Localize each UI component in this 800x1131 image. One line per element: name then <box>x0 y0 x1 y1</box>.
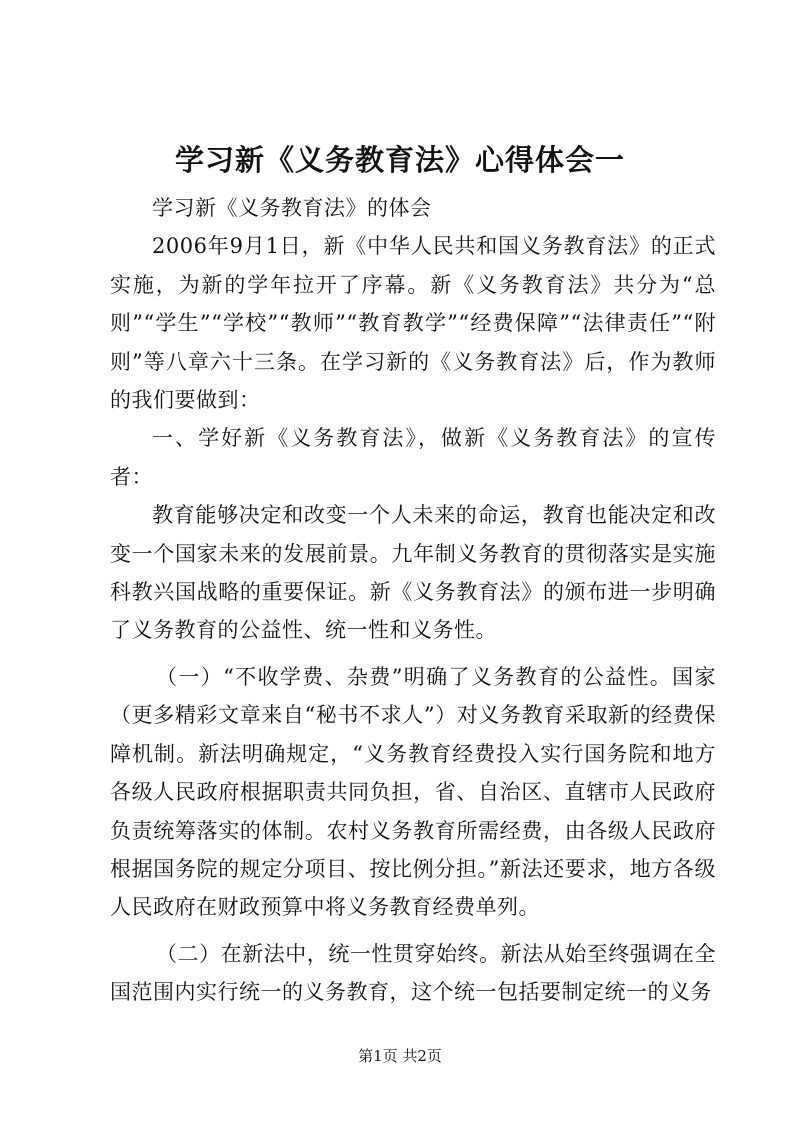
document-subtitle: 学习新《义务教育法》的体会 <box>152 196 432 220</box>
document-body <box>110 189 716 1012</box>
paragraph-intro: 2006年9月1日，新《中华人民共和国义务教育法》的正式实施，为新的学年拉开了序幕。新《义务教育法》共分为“总则”“学生”“学校”“教师”“教育教学”“经费保障”“法律责任”“附则”等八章六十三条。在学习新的《义务教育法》后，作为教师的我们要做到： <box>110 234 716 413</box>
paragraph-uniformity: （二）在新法中，统一性贯穿始终。新法从始至终强调在全国范围内实行统一的义务教育，这个统一包括要制定统一的义务 <box>110 941 716 1005</box>
paragraph-gap <box>110 927 716 935</box>
paragraph-public-welfare: （一）“不收学费、杂费”明确了义务教育的公益性。国家（更多精彩文章来自“秘书不求人”）对义务教育采取新的经费保障机制。新法明确规定，“义务教育经费投入实行国务院和地方各级人民政府根据职责共同负担，省、自治区、直辖市人民政府负责统筹落实的体制。农村义务教育所需经费，由各级人民政府根据国务院的规定分项目、按比例分担。”新法还要求，地方各级人民政府在财政预算中将义务教育经费单列。 <box>110 664 716 920</box>
document-title: 学习新《义务教育法》心得体会一 <box>174 143 625 177</box>
paragraph-gap <box>110 650 716 658</box>
paragraph-section-heading: 一、学好新《义务教育法》，做新《义务教育法》的宣传者： <box>110 426 716 489</box>
paragraph-education-importance: 教育能够决定和改变一个人未来的命运，教育也能决定和改变一个国家未来的发展前景。九年制义务教育的贯彻落实是实施科教兴国战略的重要保证。新《义务教育法》的颁布进一步明确了义务教育的公益性、统一性和义务性。 <box>110 503 716 643</box>
page-footer: 第1页 共2页 <box>358 1047 442 1065</box>
